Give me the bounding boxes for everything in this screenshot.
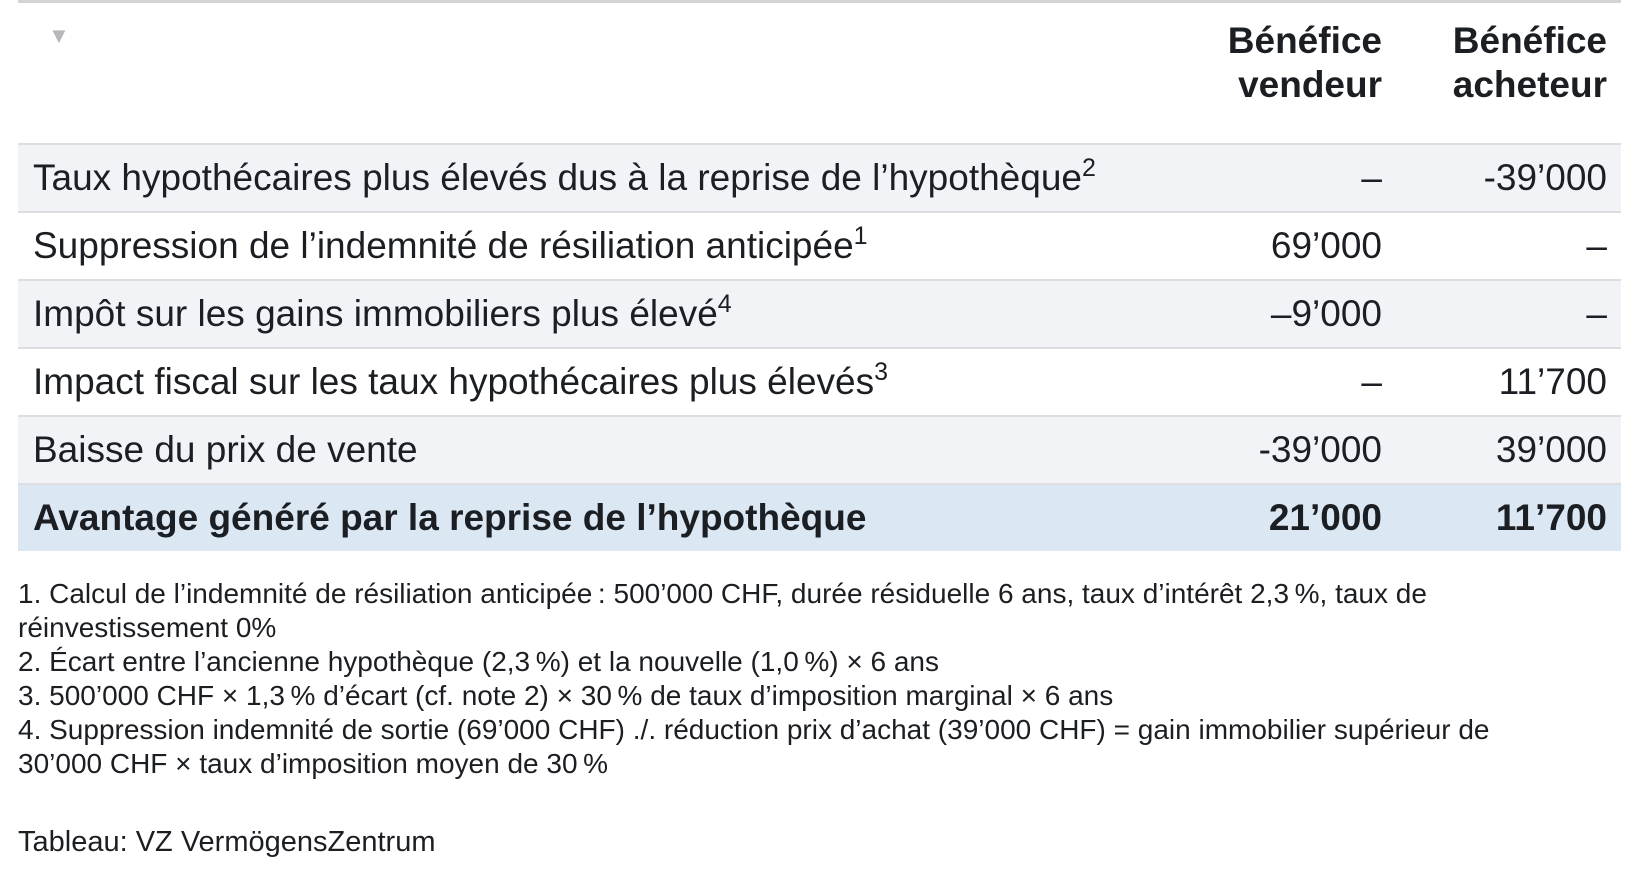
value-benefice-acheteur: – xyxy=(1586,293,1607,334)
row-label-cell xyxy=(18,145,1164,211)
value-benefice-vendeur: – xyxy=(1361,157,1382,198)
row-label-cell xyxy=(18,213,1164,279)
value-benefice-acheteur: – xyxy=(1586,225,1607,266)
table-corner-cell xyxy=(18,19,1164,48)
footnote-marker: 1 xyxy=(853,222,868,250)
table-source: Tableau: VZ VermögensZentrum xyxy=(18,826,436,858)
row-label: Baisse du prix de vente xyxy=(33,429,418,470)
table-body xyxy=(18,143,1621,551)
footnote-line: 4. Suppression indemnité de sortie (69’000 CHF) ./. réduction prix d’achat (39’000 CHF) = gain immobilier supérieur de 30’000 CHF × taux d’imposition moyen de 30 % xyxy=(18,714,1490,779)
row-label: Taux hypothécaires plus élevés dus à la reprise de l’hypothèque xyxy=(33,157,1082,198)
footnote-marker: 2 xyxy=(1082,154,1096,182)
value-benefice-acheteur: 39’000 xyxy=(1495,429,1607,470)
value-benefice-acheteur: -39’000 xyxy=(1483,157,1607,198)
value-benefice-vendeur: 21’000 xyxy=(1268,497,1382,538)
value-benefice-acheteur: 11’700 xyxy=(1498,361,1607,402)
footnote-line: 1. Calcul de l’indemnité de résiliation anticipée : 500’000 CHF, durée résiduelle 6 ans, taux d’intérêt 2,3 %, taux de réinvestissement 0% xyxy=(18,578,1427,643)
row-label: Suppression de l’indemnité de résiliation anticipée xyxy=(33,225,854,266)
value-benefice-vendeur: 69’000 xyxy=(1270,225,1382,266)
value-benefice-vendeur: –9’000 xyxy=(1270,293,1382,334)
row-label: Impôt sur les gains immobiliers plus élevé xyxy=(33,293,718,334)
value-benefice-vendeur: -39’000 xyxy=(1258,429,1382,470)
value-benefice-vendeur: – xyxy=(1361,361,1382,402)
table-row xyxy=(18,415,1621,483)
table-row xyxy=(18,143,1621,211)
sort-triangle-icon: ▼ xyxy=(48,23,70,48)
value-benefice-acheteur: 11’700 xyxy=(1495,497,1607,538)
row-label: Impact fiscal sur les taux hypothécaires plus élevés xyxy=(33,361,875,402)
row-label-cell xyxy=(18,349,1164,415)
column-header-benefice-vendeur: Bénéfice vendeur xyxy=(1227,20,1382,105)
table-row xyxy=(18,347,1621,415)
table-row xyxy=(18,279,1621,347)
footnote-line: 2. Écart entre l’ancienne hypothèque (2,3 %) et la nouvelle (1,0 %) × 6 ans xyxy=(18,646,939,677)
row-label: Avantage généré par la reprise de l’hypothèque xyxy=(33,497,867,538)
table-row xyxy=(18,211,1621,279)
footnotes xyxy=(18,577,1578,781)
column-header-benefice-acheteur: Bénéfice acheteur xyxy=(1452,20,1607,105)
row-label-cell xyxy=(18,417,1164,483)
benefit-comparison-table xyxy=(18,0,1621,551)
table-header-row xyxy=(18,3,1621,143)
footnote-marker: 4 xyxy=(717,290,732,318)
table-row xyxy=(18,483,1621,551)
footnote-marker: 3 xyxy=(874,358,889,386)
row-label-cell xyxy=(18,281,1164,347)
row-label-cell xyxy=(18,485,1164,551)
footnote-line: 3. 500’000 CHF × 1,3 % d’écart (cf. note 2) × 30 % de taux d’imposition marginal × 6 ans xyxy=(18,680,1114,711)
